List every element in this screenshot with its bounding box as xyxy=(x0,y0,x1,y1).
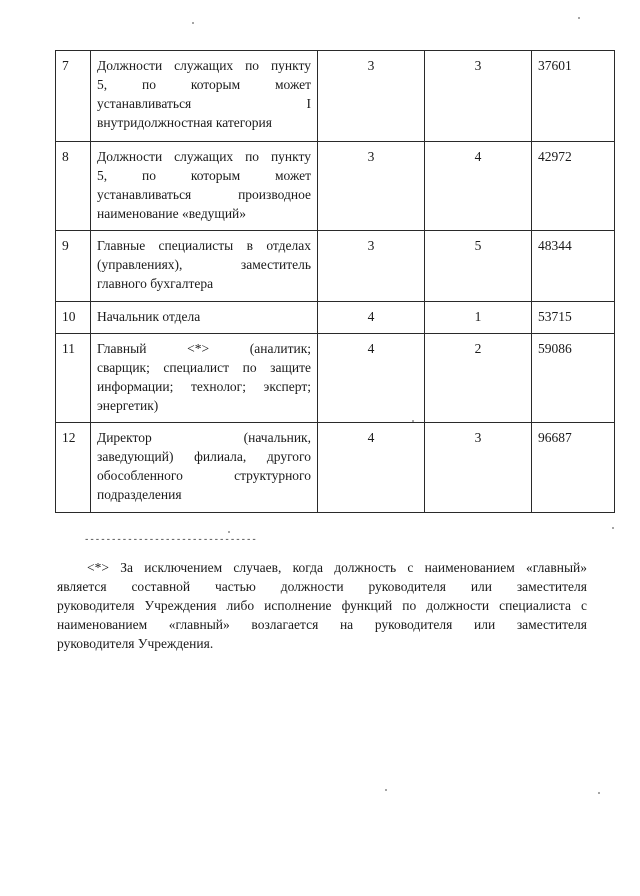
position-title xyxy=(91,142,318,231)
position-line: внутридолжностная категория xyxy=(97,115,272,130)
qualification-level: 3 xyxy=(425,51,532,142)
qualification-group: 3 xyxy=(318,142,425,231)
qualification-level: 4 xyxy=(425,142,532,231)
footnote-line: руководителя Учреждения. xyxy=(57,636,214,651)
salary-value: 48344 xyxy=(532,231,615,302)
qualification-group: 4 xyxy=(318,423,425,513)
position-line: Главные специалисты в отделах xyxy=(97,238,311,253)
scan-speck xyxy=(192,22,194,24)
position-title xyxy=(91,302,318,334)
position-line: 5, по которым может xyxy=(97,77,311,92)
position-line: главного бухгалтера xyxy=(97,276,214,291)
row-number: 8 xyxy=(56,142,91,231)
salary-value: 59086 xyxy=(532,334,615,423)
row-number: 11 xyxy=(56,334,91,423)
position-line: информации; технолог; эксперт; xyxy=(97,379,311,394)
qualification-level: 2 xyxy=(425,334,532,423)
position-line: 5, по которым может xyxy=(97,168,311,183)
footnote-separator: -------------------------------- xyxy=(84,535,257,545)
salary-value: 96687 xyxy=(532,423,615,513)
table-row xyxy=(56,142,615,231)
position-line: Начальник отдела xyxy=(97,309,201,324)
scan-speck xyxy=(578,17,580,19)
footnote-line: руководителя Учреждения либо исполнение функций по должности специалиста с xyxy=(57,598,587,613)
position-line: Должности служащих по пункту xyxy=(97,149,311,164)
salary-value: 53715 xyxy=(532,302,615,334)
position-line: Должности служащих по пункту xyxy=(97,58,311,73)
footnote-line: <*> За исключением случаев, когда должность с наименованием «главный» xyxy=(87,560,587,575)
scan-speck xyxy=(412,420,414,422)
row-number: 12 xyxy=(56,423,91,513)
table-row xyxy=(56,51,615,142)
position-line: (управлениях), заместитель xyxy=(97,257,311,272)
qualification-group: 4 xyxy=(318,334,425,423)
scan-speck xyxy=(598,792,600,794)
position-line: устанавливаться производное xyxy=(97,187,311,202)
scan-speck xyxy=(385,789,387,791)
scan-speck xyxy=(612,527,614,529)
row-number: 10 xyxy=(56,302,91,334)
row-number: 9 xyxy=(56,231,91,302)
footnote-line: наименованием «главный» возлагается на руководителя или заместителя xyxy=(57,617,587,632)
salary-table-body xyxy=(56,51,615,513)
position-title xyxy=(91,334,318,423)
table-row xyxy=(56,334,615,423)
position-line: обособленного структурного xyxy=(97,468,311,483)
position-title xyxy=(91,51,318,142)
position-line: Главный <*> (аналитик; xyxy=(97,341,311,356)
table-row xyxy=(56,231,615,302)
position-line: устанавливаться I xyxy=(97,96,311,111)
position-line: сварщик; специалист по защите xyxy=(97,360,311,375)
salary-value: 42972 xyxy=(532,142,615,231)
scan-speck xyxy=(228,531,230,533)
position-line: энергетик) xyxy=(97,398,159,413)
qualification-level: 3 xyxy=(425,423,532,513)
position-title xyxy=(91,231,318,302)
position-line: заведующий) филиала, другого xyxy=(97,449,311,464)
position-line: подразделения xyxy=(97,487,182,502)
row-number: 7 xyxy=(56,51,91,142)
qualification-group: 4 xyxy=(318,302,425,334)
position-line: наименование «ведущий» xyxy=(97,206,247,221)
qualification-group: 3 xyxy=(318,231,425,302)
qualification-level: 5 xyxy=(425,231,532,302)
salary-table xyxy=(55,50,615,513)
footnote-line: является составной частью должности руководителя или заместителя xyxy=(57,579,587,594)
footnote-text xyxy=(57,558,587,653)
table-row xyxy=(56,423,615,513)
position-line: Директор (начальник, xyxy=(97,430,311,445)
salary-value: 37601 xyxy=(532,51,615,142)
qualification-group: 3 xyxy=(318,51,425,142)
position-title xyxy=(91,423,318,513)
table-row xyxy=(56,302,615,334)
qualification-level: 1 xyxy=(425,302,532,334)
